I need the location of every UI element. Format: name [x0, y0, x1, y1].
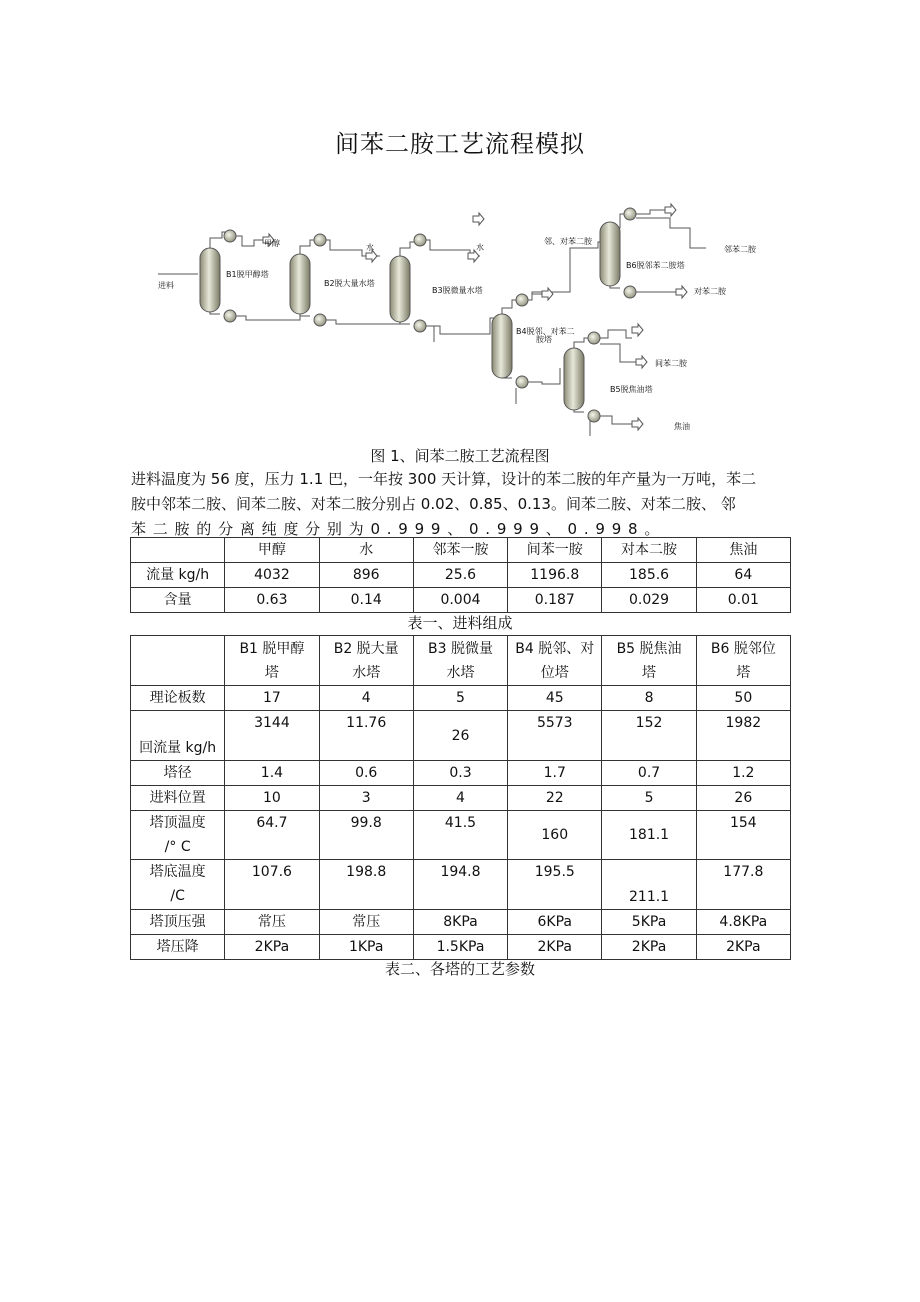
table-cell: B6 脱邻位 塔	[696, 636, 790, 686]
table-cell: 4	[413, 786, 507, 811]
table-cell: 896	[319, 563, 413, 588]
paragraph-line: 胺中邻苯二胺、间苯二胺、对苯二胺分别占 0.02、0.85、0.13。间苯二胺、对苯二胺、 邻	[131, 495, 736, 513]
table-cell: 2KPa	[225, 935, 319, 960]
table-cell: 26	[696, 786, 790, 811]
table-row	[131, 686, 791, 711]
table-cell: 邻苯一胺	[413, 538, 507, 563]
table-cell: 154	[696, 811, 790, 860]
table-cell: 185.6	[602, 563, 696, 588]
table-cell: 50	[696, 686, 790, 711]
tower-b3-top-label: 水	[476, 243, 484, 252]
table-cell: 1.7	[508, 761, 602, 786]
table-cell: 0.187	[508, 588, 602, 613]
table-cell: 5KPa	[602, 910, 696, 935]
table-cell: 1.4	[225, 761, 319, 786]
table-cell: 1.5KPa	[413, 935, 507, 960]
table-cell: 2KPa	[602, 935, 696, 960]
table-cell: 2KPa	[508, 935, 602, 960]
table-cell: 1196.8	[508, 563, 602, 588]
table-cell: 理论板数	[131, 686, 225, 711]
table-row	[131, 860, 791, 910]
table-cell: B3 脱微量 水塔	[413, 636, 507, 686]
table-cell: 211.1	[602, 860, 696, 910]
table-cell: 塔顶压强	[131, 910, 225, 935]
table-row	[131, 711, 791, 761]
table-cell	[131, 636, 225, 686]
table-cell: 177.8	[696, 860, 790, 910]
table-row	[131, 910, 791, 935]
tower-b1-label: B1脱甲醇塔	[226, 270, 269, 279]
table-cell: 5	[602, 786, 696, 811]
document-title: 间苯二胺工艺流程模拟	[335, 130, 585, 158]
table-row	[131, 786, 791, 811]
table-cell: 0.01	[696, 588, 790, 613]
table-cell: 5573	[508, 711, 602, 761]
table-cell: B1 脱甲醇 塔	[225, 636, 319, 686]
feed-composition-table	[130, 537, 791, 613]
table-cell: 2KPa	[696, 935, 790, 960]
tower-b3-label: B3脱微量水塔	[432, 286, 483, 295]
table-cell: B4 脱邻、对 位塔	[508, 636, 602, 686]
table-cell: 107.6	[225, 860, 319, 910]
table-cell: 0.63	[225, 588, 319, 613]
table2-caption: 表二、各塔的工艺参数	[384, 960, 535, 978]
table-row	[131, 563, 791, 588]
table-cell: 0.004	[413, 588, 507, 613]
table-cell: 5	[413, 686, 507, 711]
tower-b1-top-label: 甲醇	[264, 239, 280, 248]
table-cell: 焦油	[696, 538, 790, 563]
table-cell: 流量 kg/h	[131, 563, 225, 588]
table-cell: 4	[319, 686, 413, 711]
table-cell: 塔底温度 /C	[131, 860, 225, 910]
table-cell: 4.8KPa	[696, 910, 790, 935]
table-cell	[131, 538, 225, 563]
table-cell: 195.5	[508, 860, 602, 910]
table-cell: 6KPa	[508, 910, 602, 935]
tower-b5-top-label: 间苯二胺	[655, 359, 687, 368]
table-cell: 0.6	[319, 761, 413, 786]
table-cell: B2 脱大量 水塔	[319, 636, 413, 686]
table-cell: 198.8	[319, 860, 413, 910]
table-cell: B5 脱焦油 塔	[602, 636, 696, 686]
tower-b2-label: B2脱大量水塔	[324, 279, 375, 288]
tower-b6-top-label: 邻苯二胺	[724, 245, 756, 254]
tower-b6-bottom-label: 对苯二胺	[694, 287, 726, 296]
tower-b4-label-2: 胺塔	[536, 335, 552, 344]
tower-b2-top-label: 水	[366, 243, 374, 252]
table-cell: 塔径	[131, 761, 225, 786]
table-cell: 0.7	[602, 761, 696, 786]
table-cell: 塔压降	[131, 935, 225, 960]
table-header-row	[131, 538, 791, 563]
table-cell: 间苯一胺	[508, 538, 602, 563]
table-cell: 水	[319, 538, 413, 563]
table-cell: 塔顶温度 /° C	[131, 811, 225, 860]
table-cell: 8	[602, 686, 696, 711]
tower-b6-label: B6脱邻苯二胺塔	[626, 261, 685, 270]
table-cell: 45	[508, 686, 602, 711]
table-cell: 0.029	[602, 588, 696, 613]
table-cell: 64	[696, 563, 790, 588]
feed-label: 进料	[158, 281, 174, 290]
tower-b5-label: B5脱焦油塔	[610, 385, 653, 394]
table-cell: 4032	[225, 563, 319, 588]
table-cell: 0.3	[413, 761, 507, 786]
table-cell: 41.5	[413, 811, 507, 860]
feed-description	[131, 467, 791, 542]
table1-caption: 表一、进料组成	[407, 614, 513, 632]
tower-b4-label: B4脱邻、对苯二	[516, 327, 575, 336]
table-cell: 回流量 kg/h	[131, 711, 225, 761]
table-row	[131, 761, 791, 786]
table-cell: 8KPa	[413, 910, 507, 935]
table-cell: 26	[413, 711, 507, 761]
table-cell: 22	[508, 786, 602, 811]
table-cell: 99.8	[319, 811, 413, 860]
table-cell: 17	[225, 686, 319, 711]
table-row	[131, 588, 791, 613]
table-cell: 3144	[225, 711, 319, 761]
table-cell: 1KPa	[319, 935, 413, 960]
paragraph-line: 进料温度为 56 度，压力 1.1 巴，一年按 300 天计算，设计的苯二胺的年产量为一万吨，苯二	[131, 470, 757, 488]
table-cell: 含量	[131, 588, 225, 613]
table-cell: 对本二胺	[602, 538, 696, 563]
paragraph-line: 苯 二 胺 的 分 离 纯 度 分 别 为 0 . 9 9 9 、 0 . 9 9 9 、 0 . 9 9 8 。	[131, 520, 661, 538]
table-cell: 11.76	[319, 711, 413, 761]
table-cell: 3	[319, 786, 413, 811]
table-cell: 常压	[319, 910, 413, 935]
table-cell: 25.6	[413, 563, 507, 588]
table-cell: 常压	[225, 910, 319, 935]
table-row	[131, 811, 791, 860]
tower-b4-top-label: 邻、对苯二胺	[544, 237, 592, 246]
table-cell: 194.8	[413, 860, 507, 910]
table-header-row	[131, 636, 791, 686]
table-cell: 0.14	[319, 588, 413, 613]
table-cell: 1982	[696, 711, 790, 761]
process-flow-diagram	[150, 188, 770, 438]
table-cell: 152	[602, 711, 696, 761]
table-cell: 进料位置	[131, 786, 225, 811]
table-cell: 1.2	[696, 761, 790, 786]
tower-parameters-table	[130, 635, 791, 960]
table-cell: 10	[225, 786, 319, 811]
figure-caption: 图 1、间苯二胺工艺流程图	[370, 447, 550, 465]
table-cell: 甲醇	[225, 538, 319, 563]
table-cell: 160	[508, 811, 602, 860]
tower-b5-bottom-label: 焦油	[674, 422, 690, 431]
table-cell: 181.1	[602, 811, 696, 860]
table-row	[131, 935, 791, 960]
table-cell: 64.7	[225, 811, 319, 860]
